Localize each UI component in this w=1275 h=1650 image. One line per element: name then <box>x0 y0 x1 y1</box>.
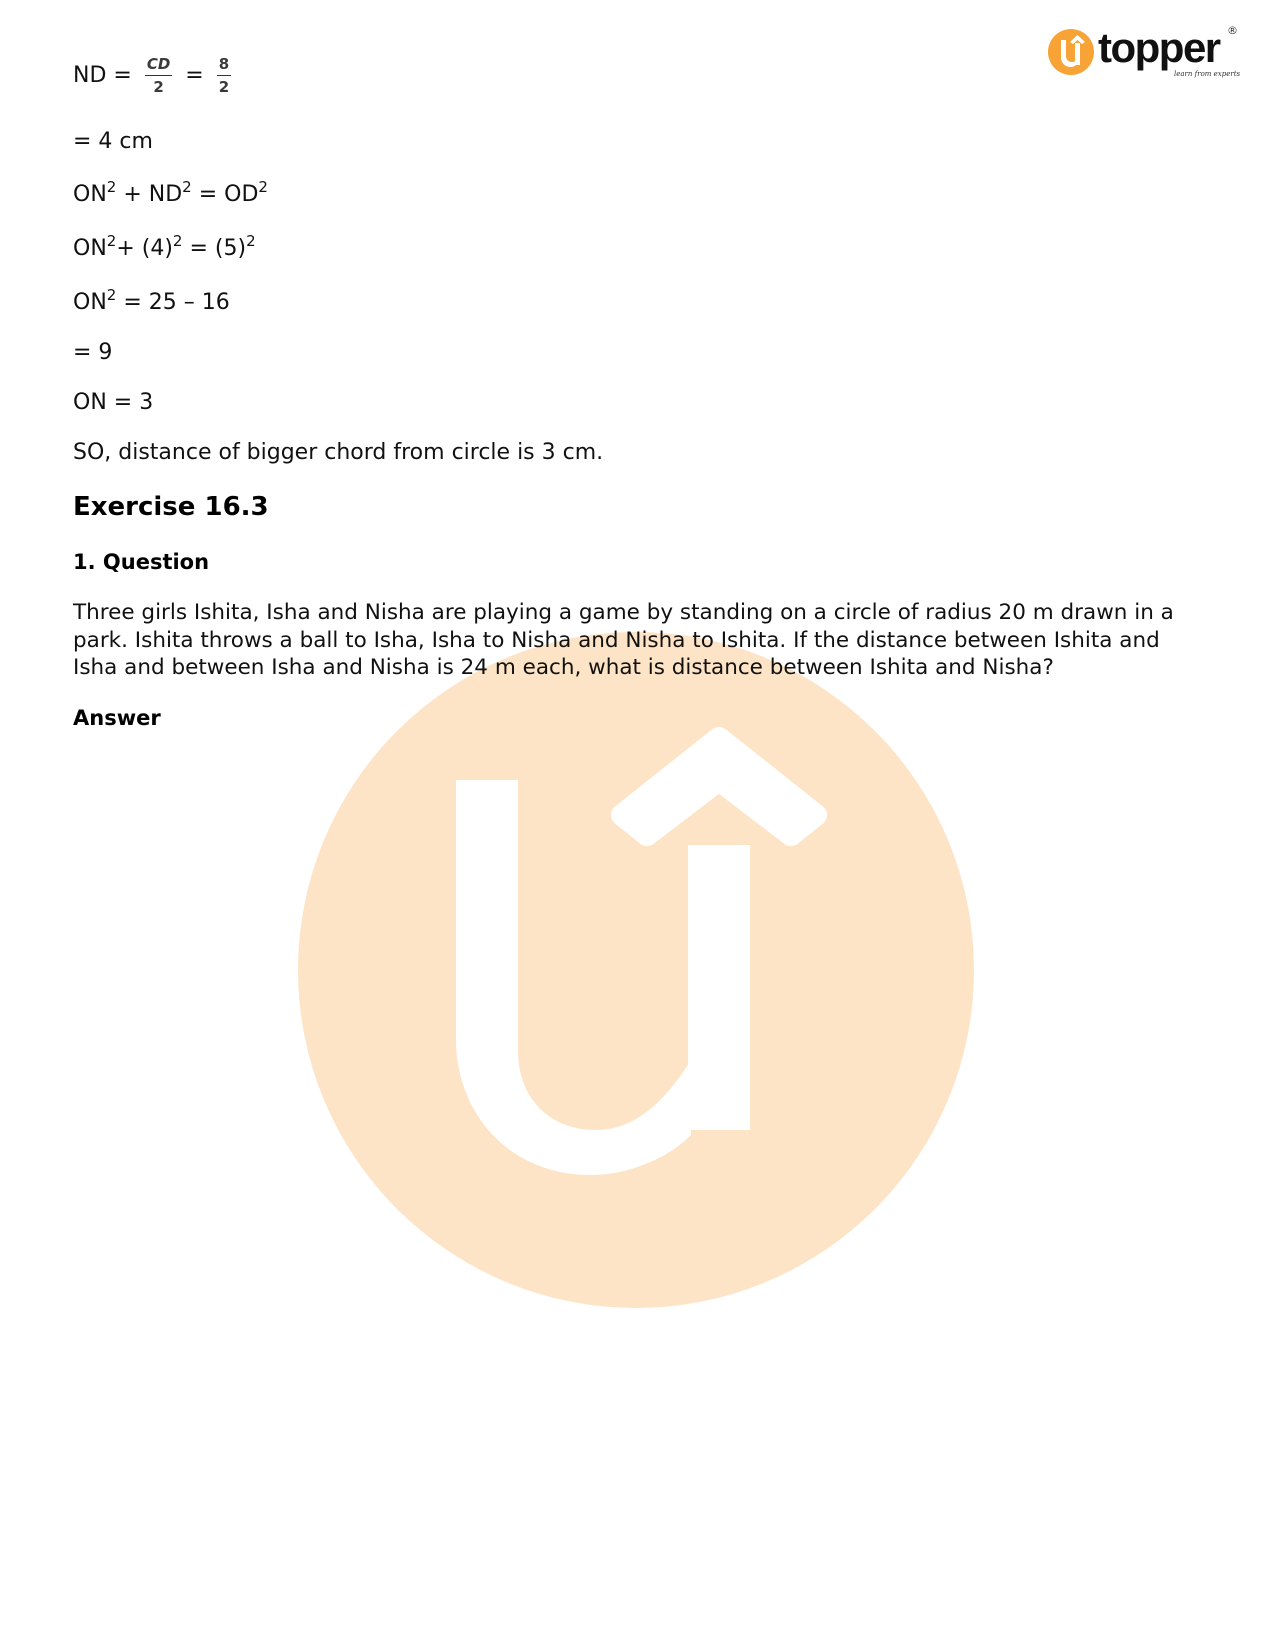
topper-logo <box>1046 26 1246 86</box>
term: + (4) <box>116 236 173 261</box>
conclusion-text: SO, distance of bigger chord from circle is 3 cm. <box>73 440 604 465</box>
equals-sign: = <box>185 63 204 88</box>
exponent: 2 <box>246 232 256 250</box>
term: = (5) <box>182 236 247 261</box>
term: ON <box>73 290 107 315</box>
logo-brand-text: topper <box>1098 24 1220 71</box>
equation-line-7: ON = 3 <box>73 390 154 415</box>
exponent: 2 <box>106 178 117 196</box>
equation-nd <box>73 56 237 95</box>
question-text: Three girls Ishita, Isha and Nisha are playing a game by standing on a circle of radius 20 m drawn in a park. Ishita throws a ball to Isha, Isha to Nisha and Nisha to Ishita. If the distance between Ishita and Isha and between Isha and Nisha is 24 m each, what is distance between Ishita and Nisha? <box>73 600 1174 680</box>
fraction-denominator: 2 <box>218 77 230 96</box>
exponent: 2 <box>106 286 117 304</box>
term: + ND <box>116 182 183 207</box>
logo-registered-mark: ® <box>1227 24 1238 37</box>
answer-label: Answer <box>73 706 161 730</box>
fraction-cd-over-2 <box>145 56 172 95</box>
nd-prefix: ND = <box>73 63 132 88</box>
equation-line-5 <box>73 286 230 315</box>
term: = OD <box>191 182 259 207</box>
exponent: 2 <box>172 232 183 250</box>
equation-line-2: = 4 cm <box>73 129 153 154</box>
fraction-numerator: 8 <box>217 56 231 76</box>
question-label: 1. Question <box>73 550 210 574</box>
exponent: 2 <box>182 178 192 196</box>
term: = 25 – 16 <box>116 290 230 315</box>
logo-tagline: learn from experts <box>1174 70 1241 78</box>
equation-line-6: = 9 <box>73 340 113 365</box>
term: ON <box>73 236 107 261</box>
exponent: 2 <box>106 232 117 250</box>
fraction-denominator: 2 <box>153 77 164 96</box>
watermark-logo-icon <box>296 630 976 1310</box>
equation-line-3 <box>73 178 268 207</box>
term: ON <box>73 182 107 207</box>
fraction-8-over-2 <box>217 56 231 95</box>
exercise-title: Exercise 16.3 <box>73 492 269 522</box>
equation-line-4 <box>73 232 256 261</box>
fraction-numerator: CD <box>145 56 172 76</box>
exponent: 2 <box>258 178 268 196</box>
